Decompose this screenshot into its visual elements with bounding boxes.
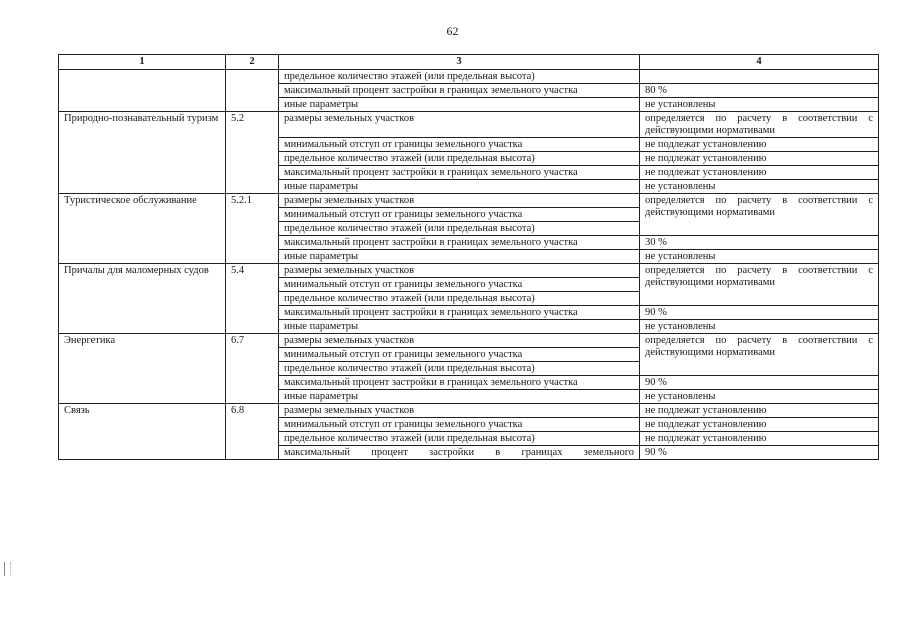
parameter-name: размеры земельных участков	[279, 404, 640, 418]
parameter-value: 90 %	[640, 306, 879, 320]
parameter-value: не установлены	[640, 390, 879, 404]
table-row	[59, 194, 879, 208]
parameter-name: максимальный процент застройки в границах земельного участка	[279, 84, 640, 98]
use-type-name: Туристическое обслуживание	[59, 194, 226, 264]
scan-margin-mark	[4, 562, 11, 576]
parameter-name: минимальный отступ от границы земельного участка	[279, 138, 640, 152]
parameter-name: максимальный процент застройки в границах земельного участка	[279, 306, 640, 320]
parameter-name: максимальный процент застройки в границах земельного участка	[279, 166, 640, 180]
parameter-value: не подлежат установлению	[640, 418, 879, 432]
use-type-code: 6.7	[226, 334, 279, 404]
table-row	[59, 264, 879, 278]
parameter-value: не подлежат установлению	[640, 166, 879, 180]
parameter-name: максимальный процент застройки в границах земельного участка	[279, 236, 640, 250]
table-row	[59, 112, 879, 138]
parameter-name: размеры земельных участков	[279, 194, 640, 208]
parameter-value: определяется по расчету в соответствии с действующими нормативами	[640, 264, 879, 306]
parameter-name: предельное количество этажей (или предельная высота)	[279, 362, 640, 376]
parameter-name: иные параметры	[279, 250, 640, 264]
parameter-value	[640, 70, 879, 84]
page-number: 62	[446, 24, 459, 38]
parameter-name: иные параметры	[279, 98, 640, 112]
parameter-value: не установлены	[640, 320, 879, 334]
parameter-value: не установлены	[640, 98, 879, 112]
parameter-name: иные параметры	[279, 320, 640, 334]
parameter-name: размеры земельных участков	[279, 112, 640, 138]
column-header: 1	[59, 55, 226, 70]
parameter-value: не подлежат установлению	[640, 432, 879, 446]
use-type-name: Причалы для маломерных судов	[59, 264, 226, 334]
land-use-parameters-table	[58, 54, 879, 460]
use-type-name: Энергетика	[59, 334, 226, 404]
use-type-code	[226, 70, 279, 112]
parameter-value: 80 %	[640, 84, 879, 98]
use-type-code: 5.2	[226, 112, 279, 194]
table-header-row	[59, 55, 879, 70]
parameter-name: минимальный отступ от границы земельного участка	[279, 278, 640, 292]
parameter-value: не установлены	[640, 250, 879, 264]
parameter-name: максимальный процент застройки в границах земельного участка	[279, 376, 640, 390]
parameter-value: 90 %	[640, 376, 879, 390]
parameter-value: 90 %	[640, 446, 879, 460]
parameter-name: размеры земельных участков	[279, 264, 640, 278]
parameter-name: иные параметры	[279, 390, 640, 404]
parameter-value: определяется по расчету в соответствии с действующими нормативами	[640, 334, 879, 376]
parameter-name: размеры земельных участков	[279, 334, 640, 348]
parameter-name: минимальный отступ от границы земельного участка	[279, 418, 640, 432]
parameter-name: предельное количество этажей (или предельная высота)	[279, 292, 640, 306]
parameter-value: 30 %	[640, 236, 879, 250]
parameter-name: предельное количество этажей (или предельная высота)	[279, 222, 640, 236]
parameter-value: определяется по расчету в соответствии с действующими нормативами	[640, 194, 879, 236]
column-header: 4	[640, 55, 879, 70]
parameter-name: минимальный отступ от границы земельного участка	[279, 208, 640, 222]
use-type-name: Связь	[59, 404, 226, 460]
table-row	[59, 404, 879, 418]
parameter-name: минимальный отступ от границы земельного участка	[279, 348, 640, 362]
parameter-value: не подлежат установлению	[640, 138, 879, 152]
parameter-name: иные параметры	[279, 180, 640, 194]
parameter-value: не установлены	[640, 180, 879, 194]
table-row	[59, 334, 879, 348]
use-type-code: 6.8	[226, 404, 279, 460]
parameter-name: предельное количество этажей (или предельная высота)	[279, 152, 640, 166]
parameter-value: не подлежат установлению	[640, 404, 879, 418]
column-header: 3	[279, 55, 640, 70]
use-type-name	[59, 70, 226, 112]
column-header: 2	[226, 55, 279, 70]
parameter-name: максимальный процент застройки в границах земельного	[279, 446, 640, 460]
table-row	[59, 70, 879, 84]
use-type-code: 5.2.1	[226, 194, 279, 264]
use-type-name: Природно-познавательный туризм	[59, 112, 226, 194]
parameter-value: не подлежат установлению	[640, 152, 879, 166]
parameter-name: предельное количество этажей (или предельная высота)	[279, 432, 640, 446]
use-type-code: 5.4	[226, 264, 279, 334]
parameter-value: определяется по расчету в соответствии с действующими нормативами	[640, 112, 879, 138]
parameter-name: предельное количество этажей (или предельная высота)	[279, 70, 640, 84]
